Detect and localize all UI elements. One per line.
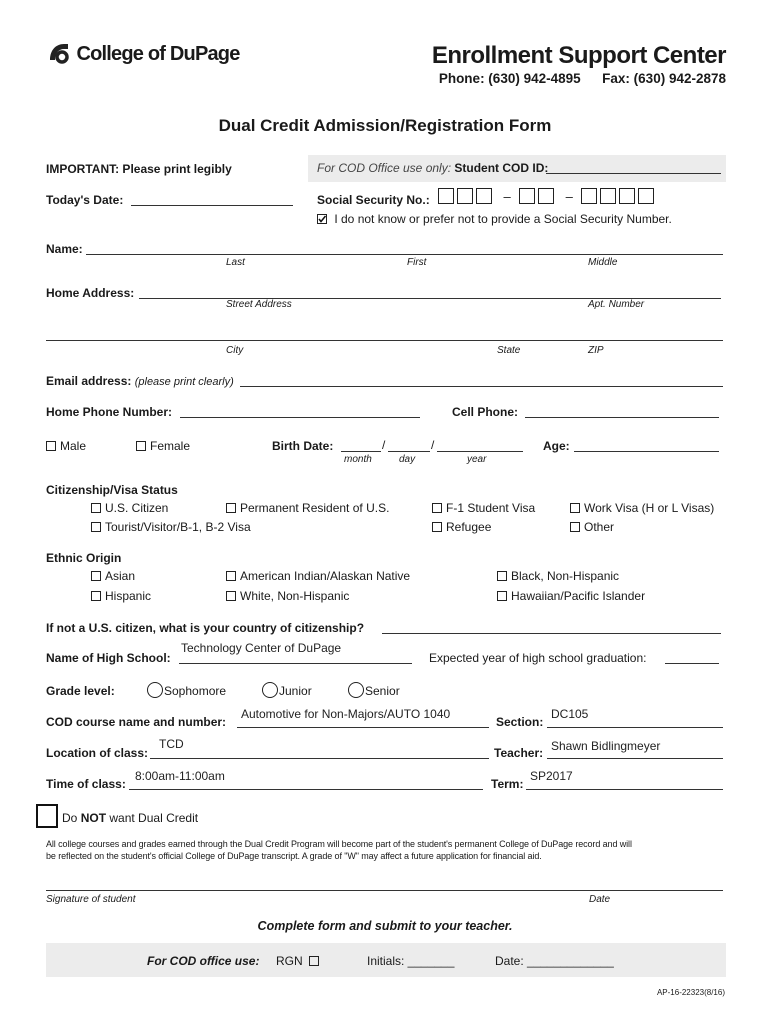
option-label: American Indian/Alaskan Native bbox=[240, 569, 411, 583]
student-id-label: Student COD ID: bbox=[454, 161, 549, 175]
age-field[interactable] bbox=[574, 451, 719, 452]
course-field[interactable] bbox=[237, 727, 489, 728]
email-field[interactable] bbox=[240, 386, 723, 387]
female-checkbox[interactable] bbox=[136, 441, 146, 451]
checkbox[interactable] bbox=[570, 503, 580, 513]
ssn-digit-box[interactable] bbox=[519, 188, 535, 204]
high-school-value: Technology Center of DuPage bbox=[181, 641, 342, 655]
email-label: Email address: bbox=[46, 374, 132, 388]
name-last-sub: Last bbox=[226, 257, 245, 268]
footer-initials: Initials: _______ bbox=[367, 954, 455, 968]
checkbox[interactable] bbox=[91, 591, 101, 601]
section-label: Section: bbox=[496, 715, 544, 729]
home-phone-label: Home Phone Number: bbox=[46, 405, 173, 419]
check-icon bbox=[317, 214, 327, 224]
ethnic-white[interactable] bbox=[226, 589, 349, 603]
country-field[interactable] bbox=[382, 633, 721, 634]
term-value: SP2017 bbox=[530, 769, 573, 783]
ethnic-hispanic[interactable] bbox=[91, 589, 151, 603]
name-field[interactable] bbox=[86, 254, 723, 255]
term-label: Term: bbox=[491, 777, 524, 791]
email-hint: (please print clearly) bbox=[134, 376, 234, 388]
ssn-digit-box[interactable] bbox=[538, 188, 554, 204]
high-school-label: Name of High School: bbox=[46, 651, 171, 665]
not-want-checkbox[interactable] bbox=[36, 804, 58, 828]
time-value: 8:00am-11:00am bbox=[135, 769, 225, 783]
ethnic-asian[interactable] bbox=[91, 569, 135, 583]
option-label: White, Non-Hispanic bbox=[240, 589, 350, 603]
high-school-field[interactable] bbox=[179, 663, 412, 664]
citizenship-permanent[interactable] bbox=[226, 501, 389, 515]
option-label: Black, Non-Hispanic bbox=[511, 569, 620, 583]
section-field[interactable] bbox=[547, 727, 723, 728]
term-field[interactable] bbox=[526, 789, 723, 790]
zip-sub: ZIP bbox=[588, 345, 604, 356]
grade-option-label: Sophomore bbox=[164, 684, 227, 698]
course-value: Automotive for Non-Majors/AUTO 1040 bbox=[241, 707, 451, 721]
grad-year-label: Expected year of high school graduation: bbox=[429, 651, 647, 665]
home-phone-field[interactable] bbox=[180, 417, 420, 418]
ssn-dash: – bbox=[503, 189, 511, 204]
state-sub: State bbox=[497, 345, 521, 356]
grade-label: Grade level: bbox=[46, 684, 115, 698]
time-field[interactable] bbox=[129, 789, 483, 790]
office-use-row bbox=[317, 161, 548, 175]
checkbox[interactable] bbox=[570, 522, 580, 532]
grade-option-label: Junior bbox=[279, 684, 312, 698]
ssn-optout-row bbox=[317, 212, 672, 226]
checkbox[interactable] bbox=[497, 591, 507, 601]
email-row bbox=[46, 374, 234, 388]
section-value: DC105 bbox=[551, 707, 589, 721]
ethnic-title: Ethnic Origin bbox=[46, 551, 122, 565]
ssn-digit-box[interactable] bbox=[476, 188, 492, 204]
apt-sub: Apt. Number bbox=[588, 299, 645, 310]
fax-text: Fax: (630) 942-2878 bbox=[602, 71, 726, 86]
day-sub: day bbox=[399, 454, 416, 465]
name-middle-sub: Middle bbox=[588, 257, 618, 268]
name-label: Name: bbox=[46, 242, 83, 256]
option-label: Hispanic bbox=[105, 589, 152, 603]
cod-logo-icon bbox=[46, 40, 72, 66]
ssn-optout-text: I do not know or prefer not to provide a Social Security Number. bbox=[334, 212, 672, 226]
checkbox[interactable] bbox=[226, 571, 236, 581]
teacher-label: Teacher: bbox=[494, 746, 544, 760]
cell-phone-label: Cell Phone: bbox=[452, 405, 519, 419]
student-id-field[interactable] bbox=[546, 173, 721, 174]
male-label: Male bbox=[60, 439, 87, 453]
not-want-text bbox=[62, 811, 198, 825]
citizenship-f1[interactable] bbox=[432, 501, 535, 515]
citizenship-title: Citizenship/Visa Status bbox=[46, 483, 178, 497]
street-sub: Street Address bbox=[226, 299, 292, 310]
checkbox[interactable] bbox=[226, 591, 236, 601]
logo-text: College of DuPage bbox=[76, 43, 240, 65]
checkbox[interactable] bbox=[432, 503, 442, 513]
form-code: AP-16-22323(8/16) bbox=[656, 988, 725, 997]
radio-button[interactable] bbox=[147, 682, 163, 698]
submit-instruction: Complete form and submit to your teacher. bbox=[257, 919, 513, 933]
ethnic-black[interactable] bbox=[497, 569, 619, 583]
not-want-bold: NOT bbox=[80, 811, 107, 825]
option-label: Other bbox=[584, 520, 615, 534]
center-title: Enrollment Support Center bbox=[431, 42, 726, 69]
ssn-label: Social Security No.: bbox=[317, 193, 430, 207]
footer-date: Date: _____________ bbox=[495, 954, 614, 968]
birth-slash: / bbox=[382, 438, 386, 452]
todays-date-label: Today's Date: bbox=[46, 193, 124, 207]
ssn-digit-box[interactable] bbox=[438, 188, 454, 204]
radio-button[interactable] bbox=[348, 682, 364, 698]
option-label: Asian bbox=[105, 569, 136, 583]
checkbox[interactable] bbox=[497, 571, 507, 581]
ssn-digit-box[interactable] bbox=[581, 188, 597, 204]
signature-date-label: Date bbox=[589, 894, 611, 905]
ssn-optout-checkbox[interactable] bbox=[317, 214, 327, 224]
female-label: Female bbox=[150, 439, 191, 453]
birth-slash: / bbox=[431, 438, 435, 452]
option-label: Work Visa (H or L Visas) bbox=[584, 501, 715, 515]
home-address-label: Home Address: bbox=[46, 286, 135, 300]
radio-button[interactable] bbox=[262, 682, 278, 698]
option-label: Tourist/Visitor/B-1, B-2 Visa bbox=[105, 520, 251, 534]
citizenship-other[interactable] bbox=[570, 520, 614, 534]
ssn-digit-box[interactable] bbox=[619, 188, 635, 204]
grade-sophomore[interactable] bbox=[147, 682, 226, 698]
year-sub: year bbox=[467, 454, 487, 465]
ssn-boxes[interactable] bbox=[438, 188, 657, 206]
rgn-checkbox[interactable] bbox=[309, 956, 319, 966]
option-label: Hawaiian/Pacific Islander bbox=[511, 589, 646, 603]
disclaimer-line-2: be reflected on the student's official College of DuPage transcript. A grade of "W" may affect a future application for financial aid. bbox=[46, 851, 542, 861]
checkbox[interactable] bbox=[91, 571, 101, 581]
teacher-field[interactable] bbox=[547, 758, 723, 759]
grade-junior[interactable] bbox=[262, 682, 312, 698]
college-logo bbox=[46, 40, 240, 66]
form-title: Dual Credit Admission/Registration Form bbox=[218, 116, 552, 135]
signature-label: Signature of student bbox=[46, 894, 136, 905]
citizenship-work[interactable] bbox=[570, 501, 714, 515]
grad-year-field[interactable] bbox=[665, 663, 719, 664]
ethnic-hawaiian[interactable] bbox=[497, 589, 645, 603]
month-sub: month bbox=[344, 454, 372, 465]
ethnic-american-indian[interactable] bbox=[226, 569, 410, 583]
age-label: Age: bbox=[543, 439, 570, 453]
city-sub: City bbox=[226, 345, 244, 356]
checkbox[interactable] bbox=[91, 522, 101, 532]
city-state-zip-field[interactable] bbox=[46, 340, 723, 341]
center-contact bbox=[439, 71, 726, 86]
citizenship-refugee[interactable] bbox=[432, 520, 491, 534]
birth-day-field[interactable] bbox=[388, 451, 430, 452]
not-want-pre: Do bbox=[62, 811, 78, 825]
name-first-sub: First bbox=[407, 257, 427, 268]
birth-date-label: Birth Date: bbox=[272, 439, 334, 453]
male-checkbox[interactable] bbox=[46, 441, 56, 451]
birth-year-field[interactable] bbox=[437, 451, 523, 452]
ssn-digit-box[interactable] bbox=[638, 188, 654, 204]
cell-phone-field[interactable] bbox=[525, 417, 719, 418]
footer-office-label: For COD office use: bbox=[147, 954, 260, 968]
signature-field[interactable] bbox=[46, 890, 723, 891]
checkbox[interactable] bbox=[226, 503, 236, 513]
option-label: Permanent Resident of U.S. bbox=[240, 501, 390, 515]
male-option[interactable] bbox=[46, 439, 86, 453]
citizenship-tourist[interactable] bbox=[91, 520, 251, 534]
option-label: U.S. Citizen bbox=[105, 501, 169, 515]
important-note: IMPORTANT: Please print legibly bbox=[46, 162, 232, 176]
location-label: Location of class: bbox=[46, 746, 149, 760]
ssn-dash: – bbox=[565, 189, 573, 204]
citizenship-us[interactable] bbox=[91, 501, 168, 515]
ssn-digit-box[interactable] bbox=[457, 188, 473, 204]
grade-option-label: Senior bbox=[365, 684, 400, 698]
phone-text: Phone: (630) 942-4895 bbox=[438, 71, 581, 86]
not-want-post: want Dual Credit bbox=[109, 811, 199, 825]
female-option[interactable] bbox=[136, 439, 190, 453]
country-label: If not a U.S. citizen, what is your country of citizenship? bbox=[46, 621, 365, 635]
checkbox[interactable] bbox=[432, 522, 442, 532]
checkbox[interactable] bbox=[91, 503, 101, 513]
office-only-label: For COD Office use only: bbox=[317, 161, 452, 175]
rgn-option[interactable] bbox=[276, 954, 323, 968]
option-label: Refugee bbox=[446, 520, 492, 534]
location-value: TCD bbox=[159, 737, 184, 751]
option-label: F-1 Student Visa bbox=[446, 501, 536, 515]
todays-date-field[interactable] bbox=[131, 205, 293, 206]
rgn-label: RGN bbox=[276, 954, 303, 968]
ssn-digit-box[interactable] bbox=[600, 188, 616, 204]
course-label: COD course name and number: bbox=[46, 715, 227, 729]
time-label: Time of class: bbox=[46, 777, 126, 791]
birth-month-field[interactable] bbox=[341, 451, 381, 452]
disclaimer-line-1: All college courses and grades earned through the Dual Credit Program will become part of the student's permanent College of DuPage record and will bbox=[46, 839, 632, 849]
grade-senior[interactable] bbox=[348, 682, 400, 698]
teacher-value: Shawn Bidlingmeyer bbox=[551, 739, 661, 753]
location-field[interactable] bbox=[150, 758, 489, 759]
